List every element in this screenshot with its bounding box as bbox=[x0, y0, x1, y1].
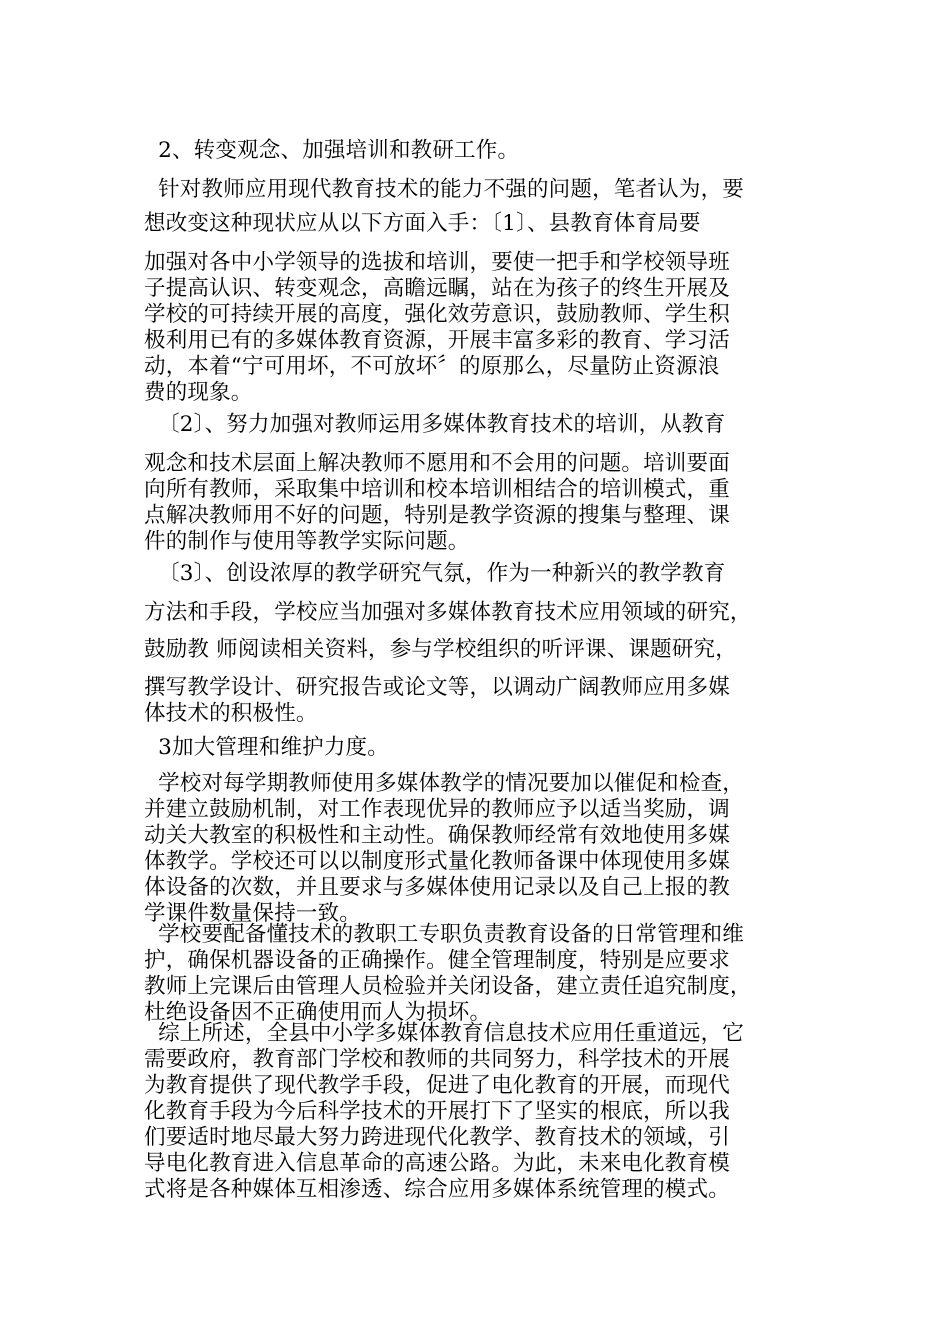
paragraph-line: 杜绝设备因不正确使用而人为损坏。 bbox=[144, 1000, 492, 1025]
paragraph-line: 化教育手段为今后科学技术的开展打下了坚实的根底，所以我 bbox=[144, 1099, 730, 1124]
paragraph-line: 并建立鼓励机制，对工作表现优异的教师应予以适当奖励，调 bbox=[144, 797, 730, 822]
paragraph-line: 想改变这种现状应从以下方面入手：〔1〕、县教育体育局要 bbox=[144, 211, 701, 236]
paragraph-line: 子提高认识、转变观念，高瞻远瞩，站在为孩子的终生开展及 bbox=[144, 276, 730, 301]
paragraph-line: 综上所述，全县中小学多媒体教育信息技术应用任重道远，它 bbox=[144, 1021, 744, 1046]
paragraph-line: 向所有教师，采取集中培训和校本培训相结合的培训模式，重 bbox=[144, 477, 730, 502]
paragraph-line: 〔3〕、创设浓厚的教学研究气氛，作为一种新兴的教学教育 bbox=[144, 561, 726, 586]
paragraph-line: 撰写教学设计、研究报告或论文等，以调动广阔教师应用多媒 bbox=[144, 675, 730, 700]
paragraph-line: 体教学。学校还可以以制度形式量化教师备课中体现使用多媒 bbox=[144, 849, 730, 874]
paragraph-line: 极利用已有的多媒体教育资源，开展丰富多彩的教育、学习活 bbox=[144, 328, 730, 353]
paragraph-line: 导电化教育进入信息革命的高速公路。为此，未来电化教育模 bbox=[144, 1151, 730, 1176]
paragraph-line: 鼓励教 师阅读相关资料，参与学校组织的听评课、课题研究， bbox=[144, 637, 737, 662]
paragraph-line: 体设备的次数，并且要求与多媒体使用记录以及自己上报的教 bbox=[144, 875, 730, 900]
paragraph-line: 观念和技术层面上解决教师不愿用和不会用的问题。培训要面 bbox=[144, 451, 730, 476]
paragraph-line: 点解决教师用不好的问题，特别是教学资源的搜集与整理、课 bbox=[144, 503, 730, 528]
paragraph-line: 方法和手段，学校应当加强对多媒体教育技术应用领域的研究， bbox=[144, 600, 752, 625]
paragraph-line: 针对教师应用现代教育技术的能力不强的问题，笔者认为，要 bbox=[144, 177, 744, 202]
paragraph-line: 件的制作与使用等教学实际问题。 bbox=[144, 529, 470, 554]
paragraph-line: 们要适时地尽最大努力跨进现代化教学、教育技术的领域，引 bbox=[144, 1125, 730, 1150]
paragraph-line: 体技术的积极性。 bbox=[144, 701, 318, 726]
paragraph-line: 加强对各中小学领导的选拔和培训，要使一把手和学校领导班 bbox=[144, 250, 730, 275]
paragraph-line: 为教育提供了现代教学手段，促进了电化教育的开展，而现代 bbox=[144, 1073, 730, 1098]
paragraph-line: 〔2〕、努力加强对教师运用多媒体教育技术的培训，从教育 bbox=[144, 412, 726, 437]
section-heading: 2、转变观念、加强培训和教研工作。 bbox=[144, 138, 520, 163]
paragraph-line: 学校要配备懂技术的教职工专职负责教育设备的日常管理和维 bbox=[144, 922, 744, 947]
paragraph-line: 动关大教室的积极性和主动性。确保教师经常有效地使用多媒 bbox=[144, 823, 730, 848]
paragraph-line: 动，本着“宁可用坏，不可放坏〞的原那么，尽量防止资源浪 bbox=[144, 354, 720, 379]
paragraph-line: 费的现象。 bbox=[144, 380, 253, 405]
paragraph-line: 需要政府，教育部门学校和教师的共同努力，科学技术的开展 bbox=[144, 1047, 730, 1072]
paragraph-line: 学校对每学期教师使用多媒体教学的情况要加以催促和检查， bbox=[144, 771, 744, 796]
paragraph-line: 式将是各种媒体互相渗透、综合应用多媒体系统管理的模式。 bbox=[144, 1177, 730, 1202]
paragraph-line: 学校的可持续开展的高度，强化效劳意识，鼓励教师、学生积 bbox=[144, 302, 730, 327]
paragraph-line: 学课件数量保持一致。 bbox=[144, 901, 362, 926]
paragraph-line: 教师上完课后由管理人员检验并关闭设备，建立责任追究制度， bbox=[144, 974, 752, 999]
section-heading: 3加大管理和维护力度。 bbox=[144, 735, 389, 760]
paragraph-line: 护，确保机器设备的正确操作。健全管理制度，特别是应要求 bbox=[144, 948, 730, 973]
